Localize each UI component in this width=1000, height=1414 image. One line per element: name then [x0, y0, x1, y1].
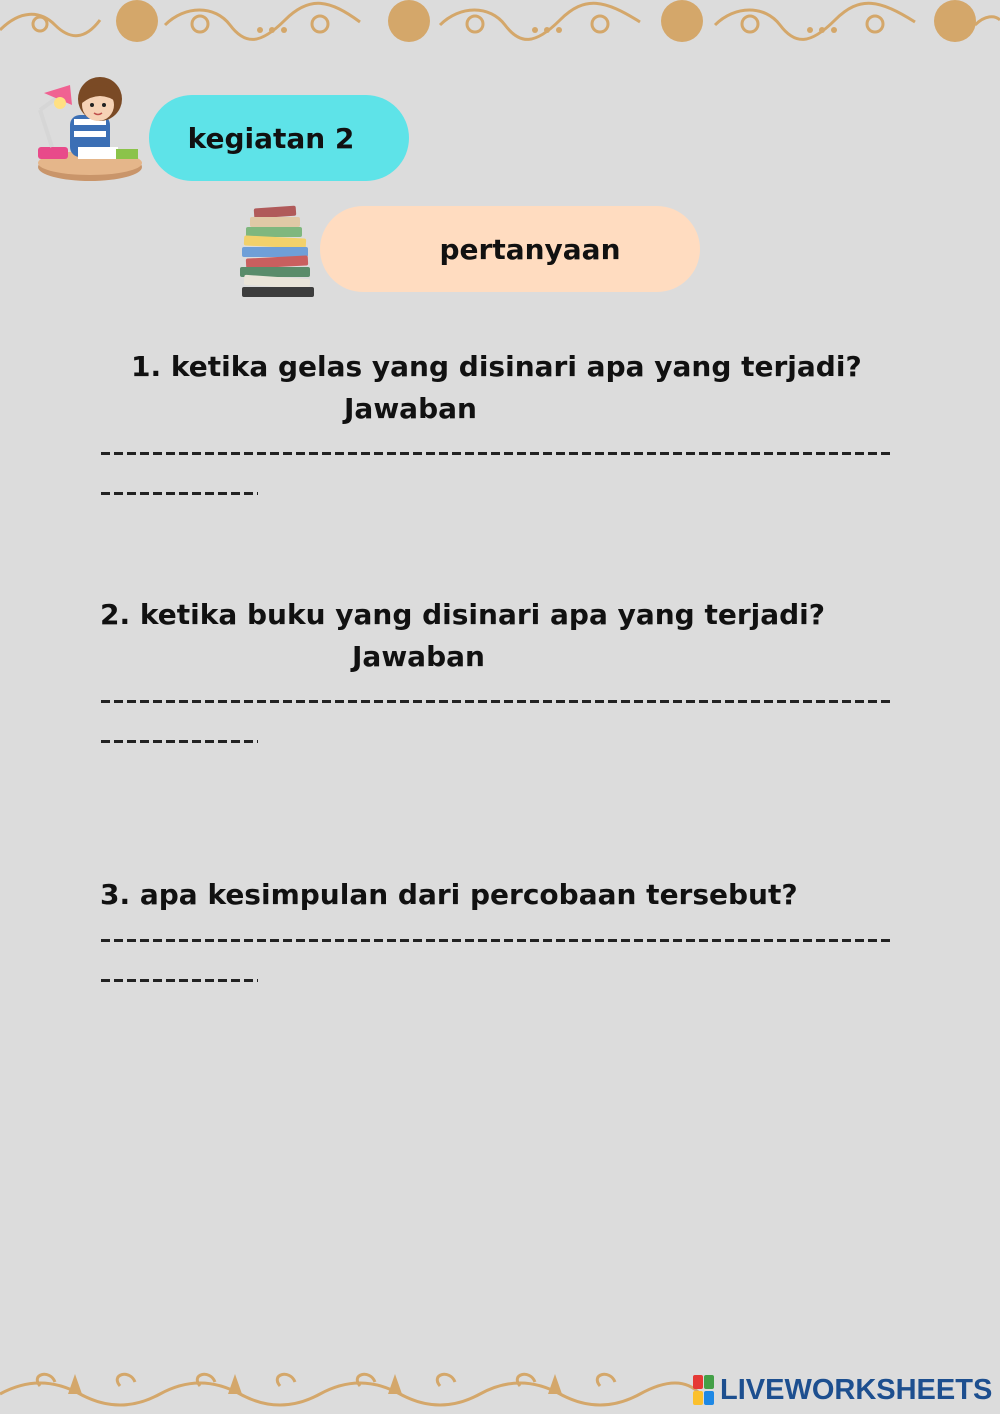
- answer-line-1b[interactable]: [101, 492, 258, 495]
- answer-line-1a[interactable]: [101, 452, 890, 455]
- answer-line-2a[interactable]: [101, 700, 890, 703]
- answer-line-2b[interactable]: [101, 740, 258, 743]
- answer-line-3a[interactable]: [101, 939, 890, 942]
- liveworksheets-logo: [692, 1373, 992, 1407]
- liveworksheets-logo-icon: [692, 1374, 716, 1406]
- top-ornament-border: [0, 0, 1000, 50]
- answer-label-2: Jawaban: [352, 640, 485, 673]
- question-3: 3. apa kesimpulan dari percobaan tersebut?: [100, 878, 798, 911]
- logo-text: LIVEWORKSHEETS: [720, 1373, 993, 1406]
- question-1: 1. ketika gelas yang disinari apa yang terjadi?: [131, 350, 862, 383]
- answer-label-1: Jawaban: [344, 392, 477, 425]
- activity-label: kegiatan 2: [187, 121, 355, 155]
- answer-line-3b[interactable]: [101, 979, 258, 982]
- activity-badge: [149, 95, 409, 181]
- section-label: pertanyaan: [439, 232, 621, 266]
- book-stack-icon: [236, 205, 322, 300]
- girl-studying-icon: [30, 75, 150, 185]
- section-badge: [320, 206, 700, 292]
- question-2: 2. ketika buku yang disinari apa yang terjadi?: [100, 598, 826, 631]
